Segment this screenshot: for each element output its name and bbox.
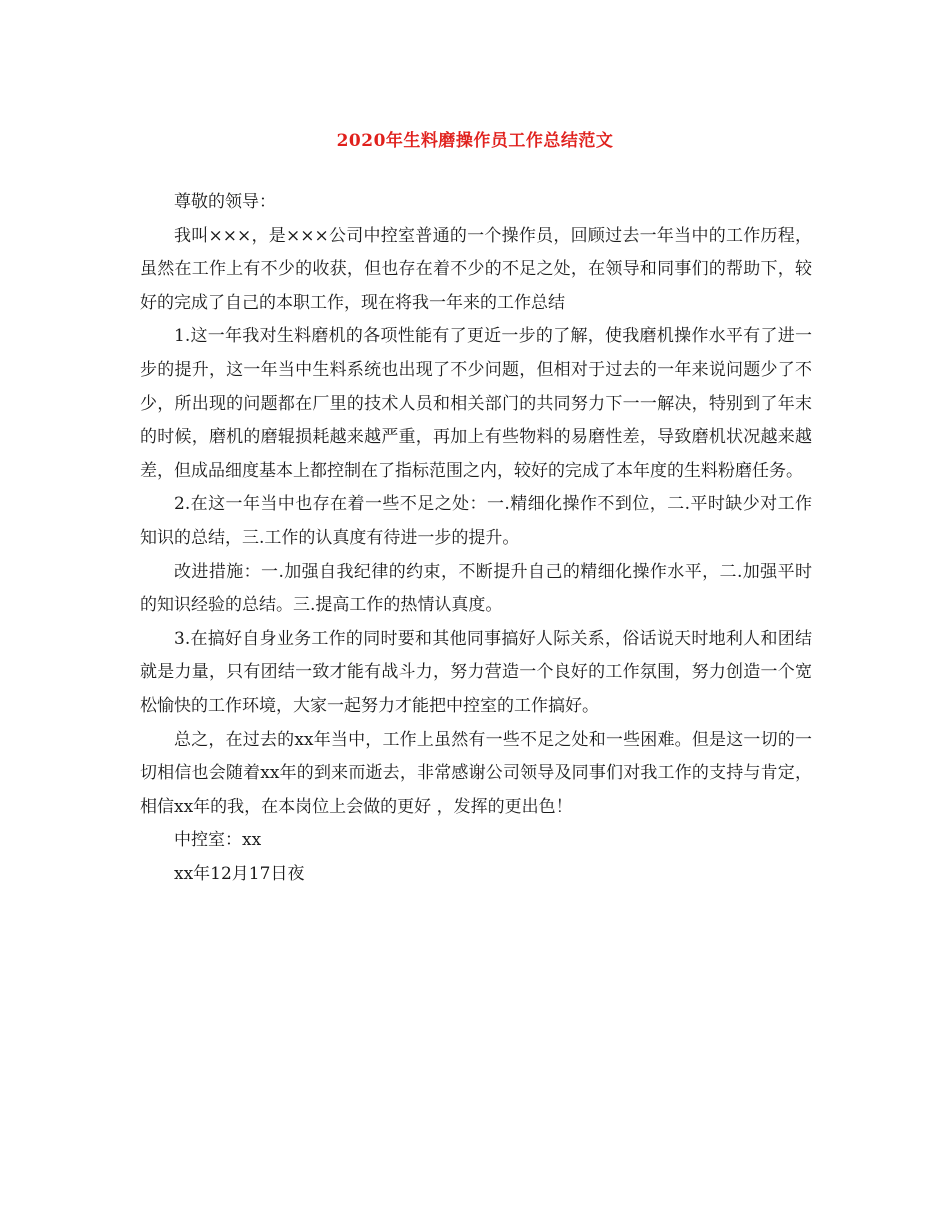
paragraph-improvements: 改进措施：一.加强自我纪律的约束，不断提升自己的精细化操作水平，二.加强平时的知识经验的总结。三.提高工作的热情认真度。 xyxy=(140,561,812,616)
date: xx年12月17日夜 xyxy=(174,863,305,884)
paragraph-item-2: 2.在这一年当中也存在着一些不足之处：一.精细化操作不到位，二.平时缺少对工作知识的总结，三.工作的认真度有待进一步的提升。 xyxy=(140,494,812,548)
salutation: 尊敬的领导： xyxy=(174,192,276,212)
document-title: 2020年生料磨操作员工作总结范文 xyxy=(336,131,614,151)
document-body xyxy=(140,186,812,891)
paragraph-intro: 我叫×××，是×××公司中控室普通的一个操作员，回顾过去一年当中的工作历程，虽然在工作上有不少的收获，但也存在着不少的不足之处，在领导和同事们的帮助下，较好的完成了自己的本职工作，现在将我一年来的工作总结 xyxy=(140,225,812,313)
paragraph-item-1: 1.这一年我对生料磨机的各项性能有了更近一步的了解，使我磨机操作水平有了进一步的提升，这一年当中生料系统也出现了不少问题，但相对于过去的一年来说问题少了不少，所出现的问题都在厂里的技术人员和相关部门的共同努力下一一解决，特别到了年末的时候，磨机的磨辊损耗越来越严重，再加上有些物料的易磨性差，导致磨机状况越来越差，但成品细度基本上都控制在了指标范围之内，较好的完成了本年度的生料粉磨任务。 xyxy=(140,326,812,481)
signature: 中控室：xx xyxy=(174,830,262,851)
paragraph-conclusion: 总之，在过去的xx年当中，工作上虽然有一些不足之处和一些困难。但是这一切的一切相信也会随着xx年的到来而逝去，非常感谢公司领导及同事们对我工作的支持与肯定，相信xx年的我，在本岗位上会做的更好 ，发挥的更出色！ xyxy=(140,729,812,817)
paragraph-item-3: 3.在搞好自身业务工作的同时要和其他同事搞好人际关系，俗话说天时地利人和团结就是力量，只有团结一致才能有战斗力，努力营造一个良好的工作氛围，努力创造一个宽松愉快的工作环境，大家一起努力才能把中控室的工作搞好。 xyxy=(140,628,812,716)
